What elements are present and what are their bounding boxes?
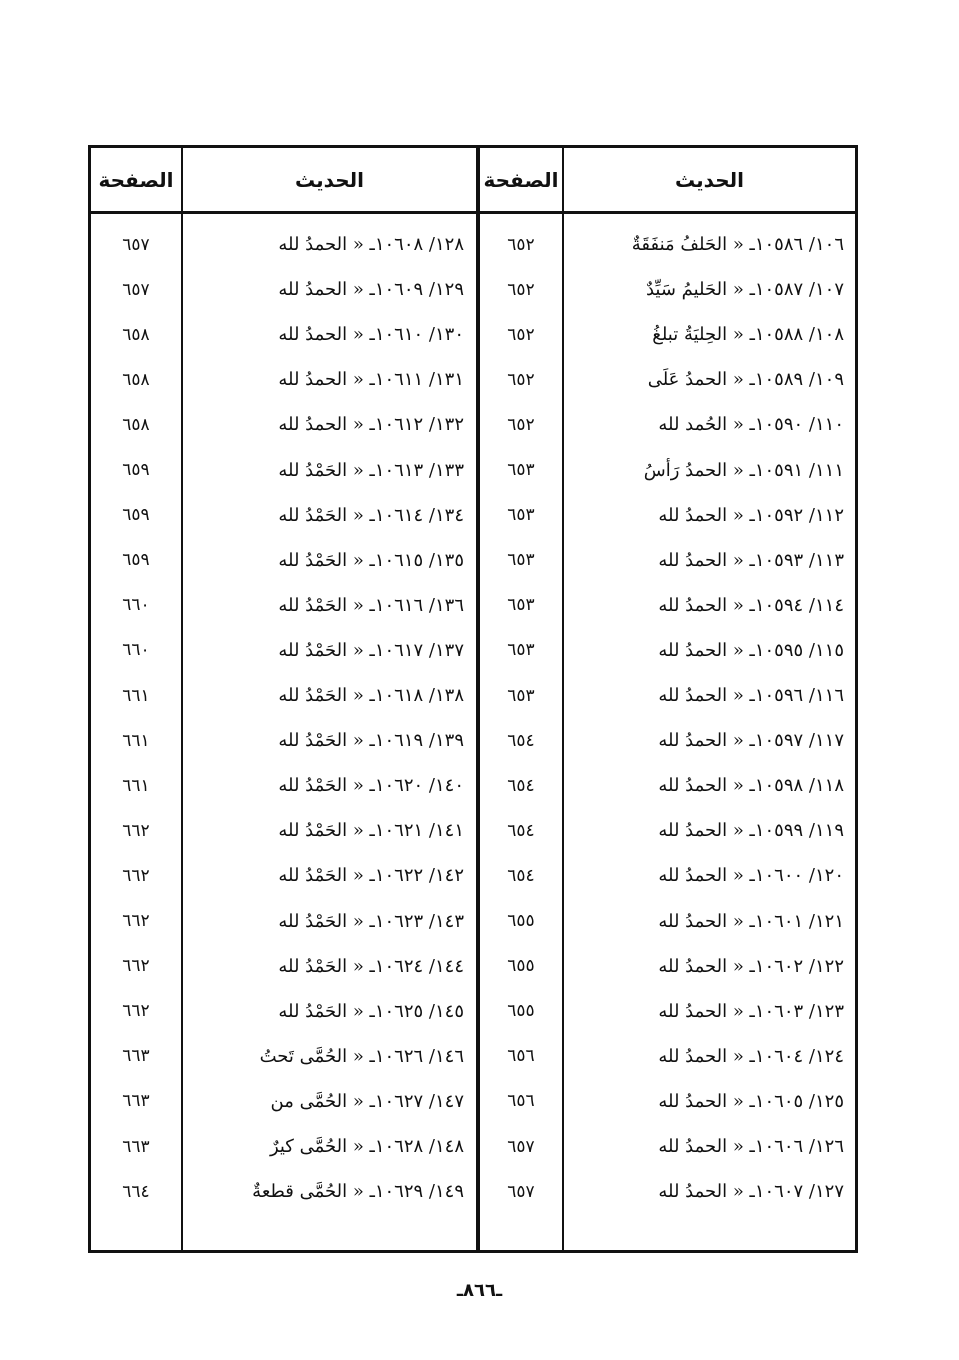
hadith-entry-left: ١٣٨/ ١٠٦١٨ـ « الحَمْدُ لله (278, 685, 464, 706)
page-ref-left: ٦٦٢ (122, 1001, 150, 1022)
page-ref-right: ٦٥٥ (507, 956, 535, 977)
table-row (91, 718, 855, 763)
table-row (91, 222, 855, 267)
table-row (91, 583, 855, 628)
hadith-entry-left: ١٤٠/ ١٠٦٢٠ـ « الحَمْدُ لله (278, 775, 464, 797)
hadith-entry-right: ١٢٧/ ١٠٦٠٧ـ « الحمدُ لله (658, 1181, 844, 1203)
hadith-entry-left: ١٣٤/ ١٠٦١٤ـ « الحَمْدُ لله (278, 504, 464, 526)
page-ref-left: ٦٦٣ (122, 1046, 150, 1067)
hadith-entry-right: ١٢٢/ ١٠٦٠٢ـ « الحمدُ لله (658, 955, 844, 977)
page-ref-right: ٦٥٤ (507, 730, 535, 751)
header-hadith-right: الحديث (675, 167, 745, 192)
page-ref-right: ٦٥٥ (507, 911, 535, 931)
hadith-entry-left: ١٣٣/ ١٠٦١٣ـ « الحَمْدُ لله (278, 459, 464, 481)
header-page-left: الصفحة (98, 167, 174, 192)
table-row (91, 448, 855, 493)
page-ref-right: ٦٥٤ (507, 820, 535, 841)
page-ref-right: ٦٥٦ (507, 1091, 535, 1112)
page-ref-left: ٦٦١ (122, 775, 150, 796)
table-row (91, 267, 855, 312)
page-ref-right: ٦٥٤ (507, 775, 535, 796)
page-ref-right: ٦٥٣ (507, 595, 535, 616)
page-ref-left: ٦٦٣ (122, 1091, 150, 1112)
table-row (91, 899, 855, 944)
page-ref-left: ٦٦٣ (122, 1136, 150, 1157)
page-ref-left: ٦٦٢ (122, 956, 150, 977)
table-row (91, 1034, 855, 1079)
hadith-entry-left: ١٣٢/ ١٠٦١٢ـ « الحمدُ لله (278, 414, 464, 436)
hadith-entry-right: ١٠٦/ ١٠٥٨٦ـ « الحَلفُ مَنفَقَةٌ (631, 234, 844, 255)
hadith-entry-right: ١٢٠/ ١٠٦٠٠ـ « الحمدُ لله (658, 865, 844, 887)
hadith-entry-left: ١٤٤/ ١٠٦٢٤ـ « الحَمْدُ لله (278, 955, 464, 977)
hadith-entry-left: ١٤٢/ ١٠٦٢٢ـ « الحَمْدُ لله (278, 865, 464, 887)
table-row (91, 1169, 855, 1214)
table-row (91, 853, 855, 898)
page-ref-left: ٦٥٨ (122, 324, 150, 345)
hadith-entry-right: ١١٧/ ١٠٥٩٧ـ « الحمدُ لله (658, 730, 844, 752)
hadith-entry-left: ١٤١/ ١٠٦٢١ـ « الحَمْدُ لله (278, 820, 464, 842)
hadith-entry-right: ١٢٤/ ١٠٦٠٤ـ « الحمدُ لله (658, 1045, 844, 1067)
page-ref-right: ٦٥٢ (507, 279, 535, 300)
table-row (91, 312, 855, 357)
page-ref-left: ٦٥٧ (122, 234, 150, 255)
table-row (91, 493, 855, 538)
page-ref-left: ٦٥٩ (122, 460, 150, 480)
page-ref-right: ٦٥٢ (507, 369, 535, 390)
hadith-entry-right: ١١٩/ ١٠٥٩٩ـ « الحمدُ لله (658, 820, 844, 842)
page-number: ـ٨٦٦ـ (456, 1280, 503, 1301)
hadith-entry-right: ١٢١/ ١٠٦٠١ـ « الحمدُ لله (658, 910, 844, 932)
hadith-entry-left: ١٤٩/ ١٠٦٢٩ـ « الحُمَّى قطعةٌ (252, 1181, 464, 1203)
hadith-entry-left: ١٤٦/ ١٠٦٢٦ـ « الحُمَّى تَحتُ (259, 1045, 464, 1067)
page-ref-right: ٦٥٣ (507, 550, 535, 571)
table-row (91, 628, 855, 673)
page-ref-right: ٦٥٥ (507, 1001, 535, 1022)
page-ref-right: ٦٥٧ (507, 1181, 535, 1202)
page-ref-left: ٦٦٠ (122, 595, 150, 616)
page-ref-left: ٦٥٩ (122, 550, 150, 571)
hadith-entry-right: ١١٠/ ١٠٥٩٠ـ « الحُمد لله (658, 414, 844, 436)
page-ref-left: ٦٥٨ (122, 369, 150, 390)
page-ref-right: ٦٥٦ (507, 1046, 535, 1067)
hadith-entry-left: ١٣١/ ١٠٦١١ـ « الحمدُ لله (278, 369, 464, 391)
hadith-entry-right: ١٢٣/ ١٠٦٠٣ـ « الحمدُ لله (658, 1000, 844, 1022)
hadith-entry-left: ١٣٧/ ١٠٦١٧ـ « الحَمْدُ لله (278, 639, 464, 661)
table-row (91, 989, 855, 1034)
hadith-entry-right: ١١١/ ١٠٥٩١ـ « الحمدُ رَأسُ (643, 459, 844, 481)
page-ref-left: ٦٥٧ (122, 279, 150, 300)
hadith-entry-right: ١٢٥/ ١٠٦٠٥ـ « الحمدُ لله (658, 1090, 844, 1112)
hadith-entry-right: ١١٤/ ١٠٥٩٤ـ « الحمدُ لله (658, 594, 844, 616)
hadith-entry-right: ١١٣/ ١٠٥٩٣ـ « الحمدُ لله (658, 549, 844, 571)
table-row (91, 538, 855, 583)
page-ref-left: ٦٦٢ (122, 911, 150, 931)
header-page-right: الصفحة (483, 167, 559, 192)
page-ref-left: ٦٥٨ (122, 414, 150, 435)
hadith-entry-left: ١٤٧/ ١٠٦٢٧ـ « الحُمَّى من (270, 1090, 464, 1112)
page-ref-right: ٦٥٣ (507, 505, 535, 526)
page-ref-right: ٦٥٢ (507, 234, 535, 255)
table-row (91, 763, 855, 808)
page-ref-left: ٦٦٤ (122, 1181, 150, 1202)
hadith-entry-left: ١٢٨/ ١٠٦٠٨ـ « الحمدُ لله (278, 234, 464, 255)
hadith-entry-right: ١٠٧/ ١٠٥٨٧ـ « الحَليمُ سَيِّدٌ (645, 279, 844, 301)
table-row (91, 402, 855, 447)
hadith-entry-right: ١٠٨/ ١٠٥٨٨ـ « الحِليَةُ تبلغُ (652, 324, 844, 346)
page-ref-left: ٦٦٠ (122, 640, 150, 661)
hadith-entry-left: ١٤٥/ ١٠٦٢٥ـ « الحَمْدُ لله (278, 1000, 464, 1022)
header-divider (91, 211, 855, 214)
page-ref-right: ٦٥٢ (507, 324, 535, 345)
hadith-entry-right: ١١٢/ ١٠٥٩٢ـ « الحمدُ لله (658, 504, 844, 526)
hadith-entry-right: ١١٦/ ١٠٥٩٦ـ « الحمدُ لله (658, 685, 844, 706)
hadith-entry-right: ١٢٦/ ١٠٦٠٦ـ « الحمدُ لله (658, 1136, 844, 1157)
hadith-entry-right: ١١٥/ ١٠٥٩٥ـ « الحمدُ لله (658, 639, 844, 661)
table-row (91, 1124, 855, 1169)
page-ref-right: ٦٥٣ (507, 640, 535, 661)
page-ref-left: ٦٦١ (122, 730, 150, 751)
table-row (91, 673, 855, 718)
table-row (91, 357, 855, 402)
hadith-entry-left: ١٤٨/ ١٠٦٢٨ـ « الحُمَّى كيرٌ (269, 1136, 464, 1157)
table-row (91, 944, 855, 989)
page-ref-right: ٦٥٣ (507, 460, 535, 480)
hadith-entry-left: ١٣٠/ ١٠٦١٠ـ « الحمدُ لله (278, 324, 464, 346)
hadith-entry-right: ١٠٩/ ١٠٥٨٩ـ « الحمدُ عَلَى (647, 369, 844, 391)
page-ref-right: ٦٥٧ (507, 1136, 535, 1157)
page-ref-left: ٦٦٢ (122, 865, 150, 886)
page-ref-right: ٦٥٣ (507, 685, 535, 706)
hadith-entry-left: ١٤٣/ ١٠٦٢٣ـ « الحَمْدُ لله (278, 910, 464, 932)
page-ref-left: ٦٥٩ (122, 505, 150, 526)
index-table (88, 145, 858, 1253)
hadith-entry-left: ١٣٥/ ١٠٦١٥ـ « الحَمْدُ لله (278, 549, 464, 571)
hadith-entry-left: ١٢٩/ ١٠٦٠٩ـ « الحمدُ لله (278, 279, 464, 301)
hadith-entry-left: ١٣٦/ ١٠٦١٦ـ « الحَمْدُ لله (278, 594, 464, 616)
page-ref-left: ٦٦١ (122, 685, 150, 706)
page-ref-right: ٦٥٢ (507, 414, 535, 435)
hadith-entry-right: ١١٨/ ١٠٥٩٨ـ « الحمدُ لله (658, 775, 844, 797)
page-ref-left: ٦٦٢ (122, 820, 150, 841)
table-row (91, 1079, 855, 1124)
table-row (91, 808, 855, 853)
hadith-entry-left: ١٣٩/ ١٠٦١٩ـ « الحَمْدُ لله (278, 730, 464, 752)
header-hadith-left: الحديث (295, 167, 365, 192)
page-ref-right: ٦٥٤ (507, 865, 535, 886)
